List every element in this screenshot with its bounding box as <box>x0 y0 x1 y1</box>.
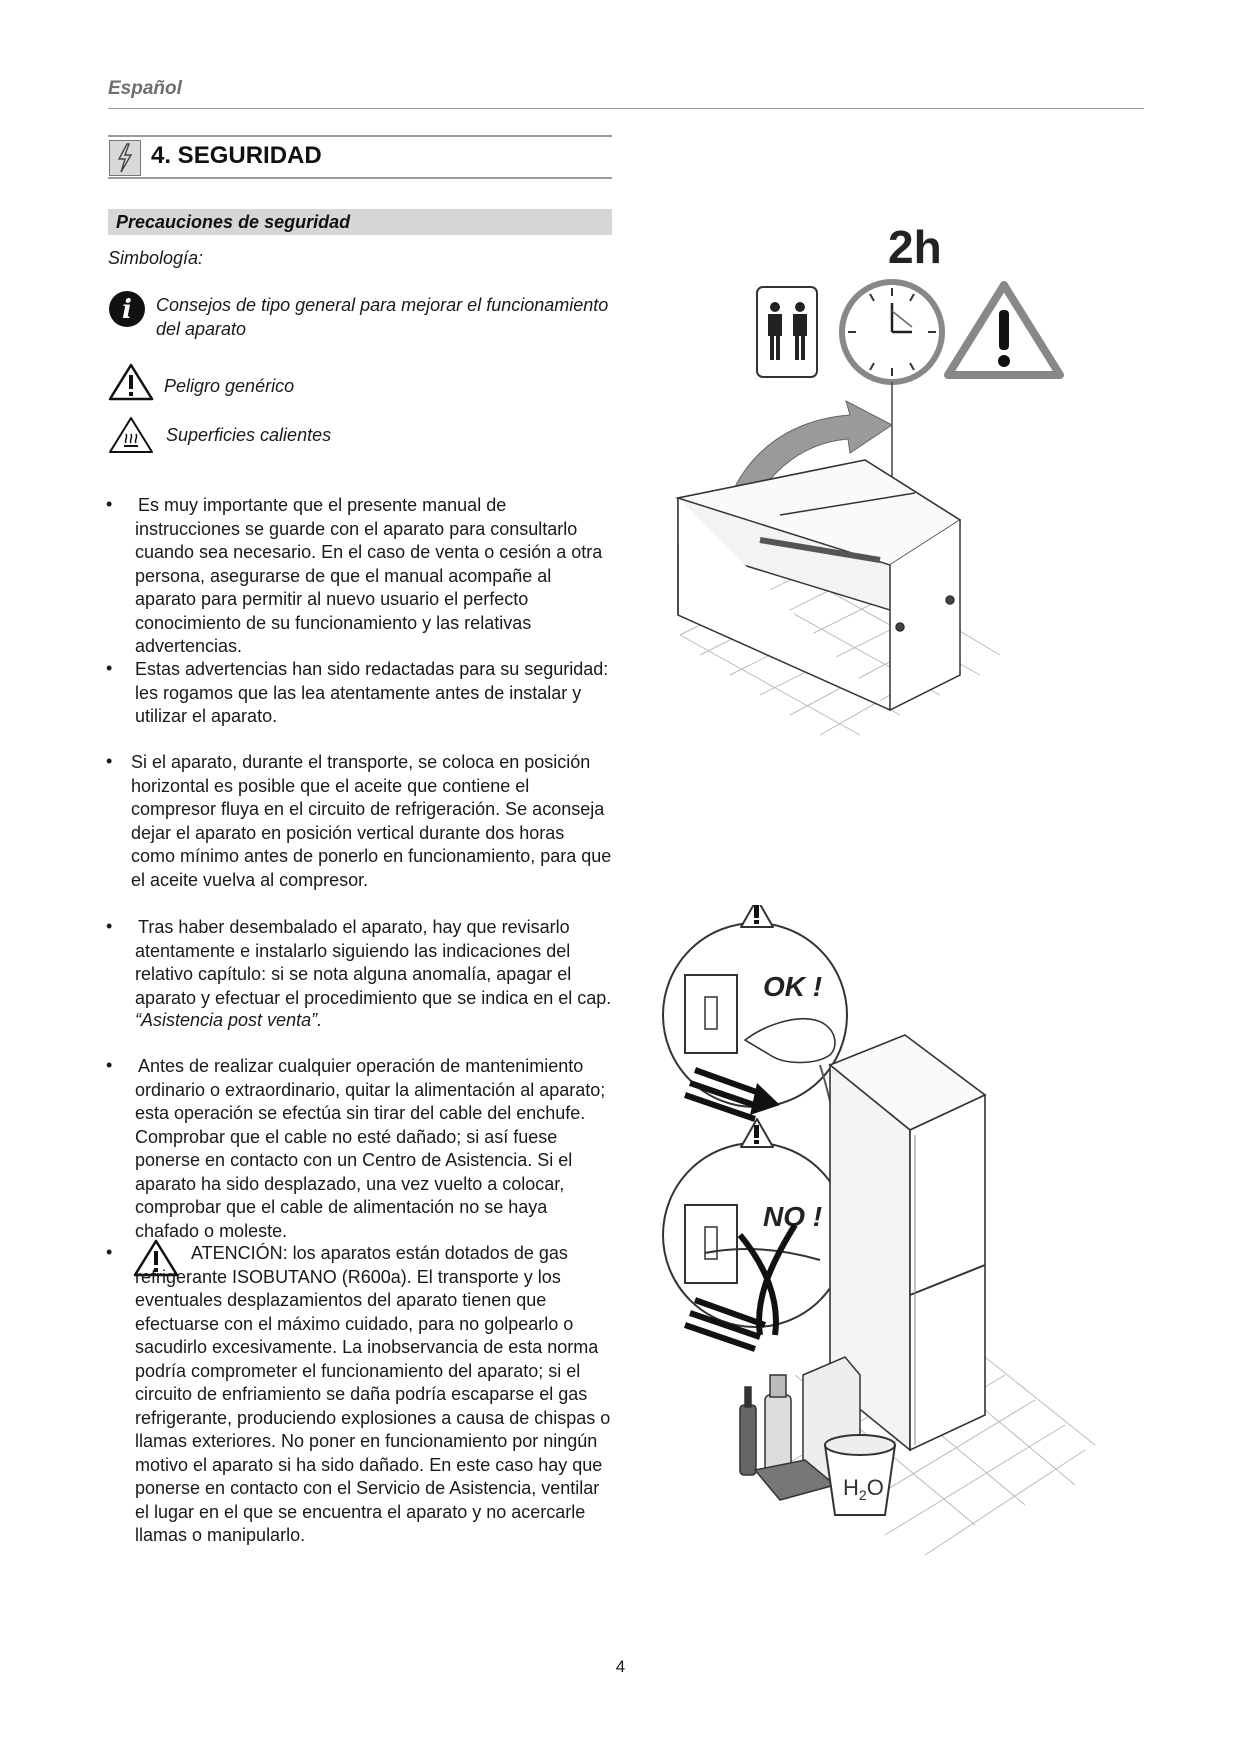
page-number: 4 <box>615 1657 626 1676</box>
bucket-water-label: $H_2O$ <box>843 1475 884 1503</box>
header-divider <box>108 108 1144 109</box>
warning-icon <box>948 285 1060 375</box>
warning-icon <box>107 362 155 407</box>
wall-socket-icon <box>685 975 737 1053</box>
bullet-dot: • <box>106 751 113 771</box>
plug-no-label: NO ! <box>763 1201 823 1232</box>
section-bottom-rule <box>108 177 612 179</box>
water-bucket-icon <box>825 1435 895 1515</box>
wait-time-label: 2h <box>888 221 942 273</box>
symbology-label: Simbología: <box>108 248 204 268</box>
plug-ok-label: OK ! <box>763 971 823 1002</box>
lightning-icon <box>109 140 141 176</box>
bullet-4: Tras haber desembalado el aparato, hay que revisarlo atentamente e instalarlo siguiendo las indicaciones del relativo capítulo: si se nota alguna anomalía, apagar el aparato y efectuar el procedimiento que se indica en el cap. <box>135 917 612 1008</box>
bullet-6: ATENCIÓN: los aparatos están dotados de gas refrigerante ISOBUTANO (R600a). El transporte y los eventuales desplazamientos del aparato tienen que efectuarse con el máximo cuidado, para no golpearlo o sacudirlo excesivamente. La inobservancia de esta norma podría comprometer el funcionamiento del aparato; si el circuito de enfriamiento se daña podría escaparse el gas refrigerante, produciendo explosiones a causa de chispas o llamas exteriores. No poner en funcionamiento por ningún motivo el aparato si ha sido dañado. En este caso hay que ponerse en contacto con el Servicio de Asistencia, ventilar el lugar en el que se encuentra el aparato y no acercarle llamas o manipularlo. <box>135 1243 611 1545</box>
bullet-dot: • <box>106 658 113 678</box>
bullet-dot: • <box>106 916 113 936</box>
language-label: Español <box>108 78 182 99</box>
bullet-dot: • <box>106 1055 113 1075</box>
chest-freezer <box>678 460 960 710</box>
bullet-2: Estas advertencias han sido redactadas para su seguridad: les rogamos que las lea atentamente antes de instalar y utilizar el aparato. <box>135 659 609 726</box>
section-top-rule <box>108 135 612 137</box>
wait-two-hours-illustration <box>660 215 1080 805</box>
two-persons-icon <box>757 287 817 377</box>
plug-no-panel <box>663 1119 847 1349</box>
bullet-5: Antes de realizar cualquier operación de mantenimiento ordinario o extraordinario, quitar la alimentación al aparato; esta operación se efectúa sin tirar del cable del enchufe. Comprobar que el cable no esté dañado; si así fuese ponerse en contacto con un Centro de Asistencia. Si el aparato ha sido desplazado, una vez vuelto a colocar, comprobar que el cable de alimentación no se haya chafado o moleste. <box>135 1056 606 1241</box>
bullet-3: Si el aparato, durante el transporte, se coloca en posición horizontal es posible que el aceite que contiene el compresor fluya en el circuito de refrigeración. Se aconseja dejar el aparato en posición vertical durante dos horas como mínimo antes de ponerlo en funcionamiento, para que el aceite vuelva al compresor. <box>131 752 612 890</box>
bullet-dot: • <box>106 1242 113 1262</box>
bullet-4-reference: “Asistencia post venta”. <box>135 1010 323 1030</box>
clock-icon <box>842 282 942 382</box>
section-title: 4. SEGURIDAD <box>151 142 322 169</box>
bullet-dot: • <box>106 494 113 514</box>
bullet-1: Es muy importante que el presente manual de instrucciones se guarde con el aparato para consultarlo cuando sea necesario. En el caso de venta o cesión a otra persona, asegurarse de que el manual acompañe al aparato para permitir al nuevo usuario el perfecto conocimiento de su funcionamiento y las relativas advertencias. <box>135 495 603 656</box>
wall-socket-icon <box>685 1205 737 1283</box>
svg-text:i: i <box>122 295 132 325</box>
subheading: Precauciones de seguridad <box>116 212 351 232</box>
warning-symbol-text: Peligro genérico <box>164 376 295 396</box>
plug-ok-panel <box>663 905 847 1119</box>
info-icon <box>108 290 146 333</box>
hot-surface-icon <box>107 415 155 460</box>
hot-surface-symbol-text: Superficies calientes <box>166 425 332 445</box>
info-symbol-text: Consejos de tipo general para mejorar el funcionamiento del aparato <box>156 295 609 339</box>
plug-handling-illustration <box>645 905 1105 1605</box>
